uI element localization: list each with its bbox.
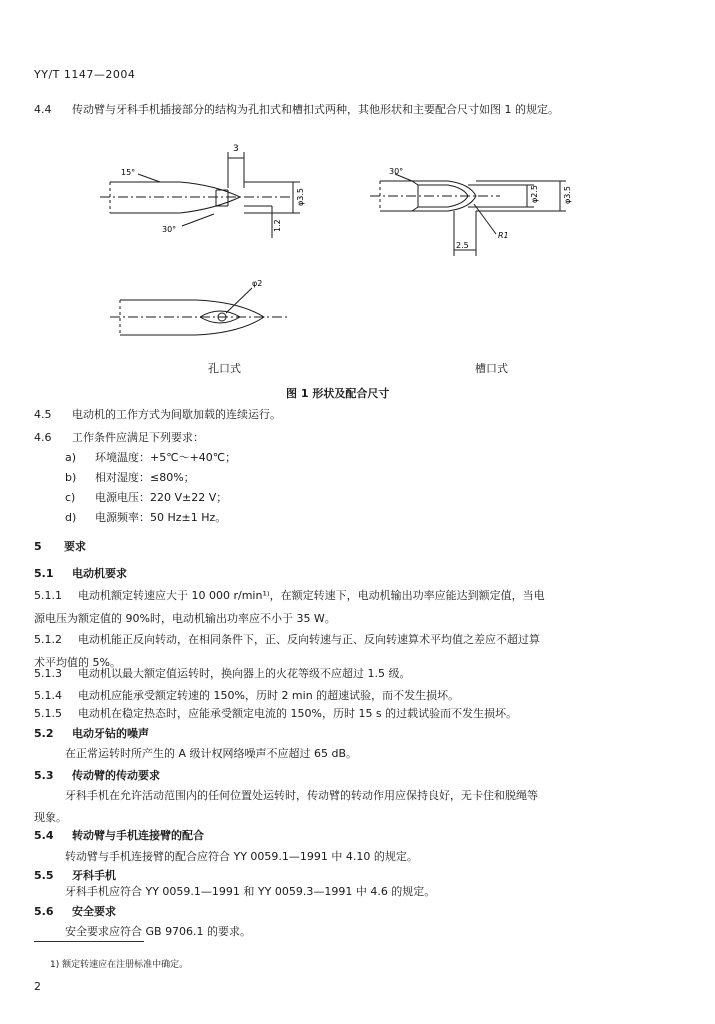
section-text: 电动机的工作方式为间歇加载的连续运行。 [72,408,281,421]
section-4-4 [34,98,679,121]
section-text: 电动机以最大额定值运转时，换向器上的火花等级不应超过 1.5 级。 [78,667,411,680]
section-title: 电动机要求 [72,567,127,580]
standard-number: YY/T 1147—2004 [34,68,136,81]
item-label: c) [65,491,76,504]
section-text: 工作条件应满足下列要求： [72,431,204,444]
label-dia-2-5: φ2.5 [530,185,539,203]
section-title: 要求 [64,540,86,553]
section-text-line: 术平均值的 5%。 [34,656,121,669]
figure-caption: 图 1 形状及配合尺寸 [286,387,390,400]
item-text: 电源频率：50 Hz±1 Hz。 [95,511,227,524]
section-title: 转动臂与手机连接臂的配合 [72,829,204,842]
subcaption-hole-type: 孔口式 [208,362,241,375]
section-title: 传动臂的传动要求 [72,769,160,782]
section-number: 5.1.4 [34,689,62,702]
figure-1-drawing [0,140,715,395]
item-label: b) [65,471,77,484]
item-text: 环境温度：+5℃～+40℃； [95,451,237,464]
footnote: 1) 额定转速应在注册标准中确定。 [50,960,189,970]
section-5-4-heading [34,824,679,847]
section-text-line: 源电压为额定值的 90%时，电动机输出功率应不小于 35 W。 [34,612,336,625]
section-5-6-text: 安全要求应符合 GB 9706.1 的要求。 [65,925,252,938]
label-dia-3-5-left: φ3.5 [296,188,305,206]
section-number: 5.1.1 [34,589,62,602]
section-number: 5.1.2 [34,633,62,646]
section-number: 5.1.5 [34,707,62,720]
item-text: 相对湿度：≤80%； [95,471,195,484]
section-number: 5.4 [34,829,54,842]
section-text-line: 电动机能正反向转动，在相同条件下，正、反向转速与正、反向转速算术平均值之差应不超过算 [78,633,540,646]
item-label: a) [65,451,77,464]
label-dim-2-5: 2.5 [456,241,469,250]
section-number: 5.1 [34,567,54,580]
section-text: 传动臂与牙科手机插接部分的结构为孔扣式和槽扣式两种，其他形状和主要配合尺寸如图 1 的规定。 [72,103,559,116]
section-number: 4.6 [34,431,52,444]
label-dia-2: φ2 [252,279,263,288]
label-angle-30-right: 30° [389,167,404,176]
section-5-3-text-line2: 现象。 [34,811,67,824]
section-number: 5 [34,540,42,553]
section-5-2-text: 在正常运转时所产生的 A 级计权网络噪声不应超过 65 dB。 [65,747,358,760]
section-number: 5.2 [34,727,54,740]
section-5-4-text: 转动臂与手机连接臂的配合应符合 YY 0059.1—1991 中 4.10 的规定。 [65,850,418,863]
section-text-line: 电动机额定转速应大于 10 000 r/min¹⁾，在额定转速下，电动机输出功率应能达到额定值，当电 [78,589,545,602]
section-number: 4.4 [34,103,52,116]
subcaption-slot-type: 槽口式 [475,362,508,375]
section-number: 5.5 [34,869,54,882]
section-number: 5.1.3 [34,667,62,680]
section-5-1-3 [34,662,679,685]
label-angle-30-left: 30° [162,225,177,234]
hole-type-side-view [100,152,300,238]
section-5-1-1 [34,584,679,630]
item-text: 电源电压：220 V±22 V； [95,491,228,504]
section-title: 安全要求 [72,905,116,918]
section-number: 4.5 [34,408,52,421]
section-number: 5.3 [34,769,54,782]
section-title: 牙科手机 [72,869,116,882]
section-5-1 [34,562,679,585]
section-title: 电动牙钻的噪声 [72,727,149,740]
label-angle-15: 15° [121,168,136,177]
footnote-rule [34,941,144,942]
section-5 [34,535,679,558]
label-r1: R1 [498,231,509,240]
section-number: 5.6 [34,905,54,918]
label-dim-1-2: 1.2 [273,219,282,232]
item-label: d) [65,511,77,524]
hole-type-top-view [110,288,290,335]
section-text: 电动机在稳定热态时，应能承受额定电流的 150%，历时 15 s 的过载试验而不发生损坏。 [78,707,518,720]
label-dim-3: 3 [233,144,239,154]
label-dia-3-5-right: φ3.5 [563,186,572,204]
section-4-5 [34,403,679,426]
page-number: 2 [34,980,41,993]
condition-item [65,506,710,529]
section-5-5-text: 牙科手机应符合 YY 0059.1—1991 和 YY 0059.3—1991 中 4.6 的规定。 [65,885,436,898]
section-text: 电动机应能承受额定转速的 150%，历时 2 min 的超速试验，而不发生损坏。 [78,689,460,702]
section-5-3-text-line1: 牙科手机在允许活动范围内的任何位置处运转时，传动臂的转动作用应保持良好，无卡住和脱绳等 [65,789,538,802]
